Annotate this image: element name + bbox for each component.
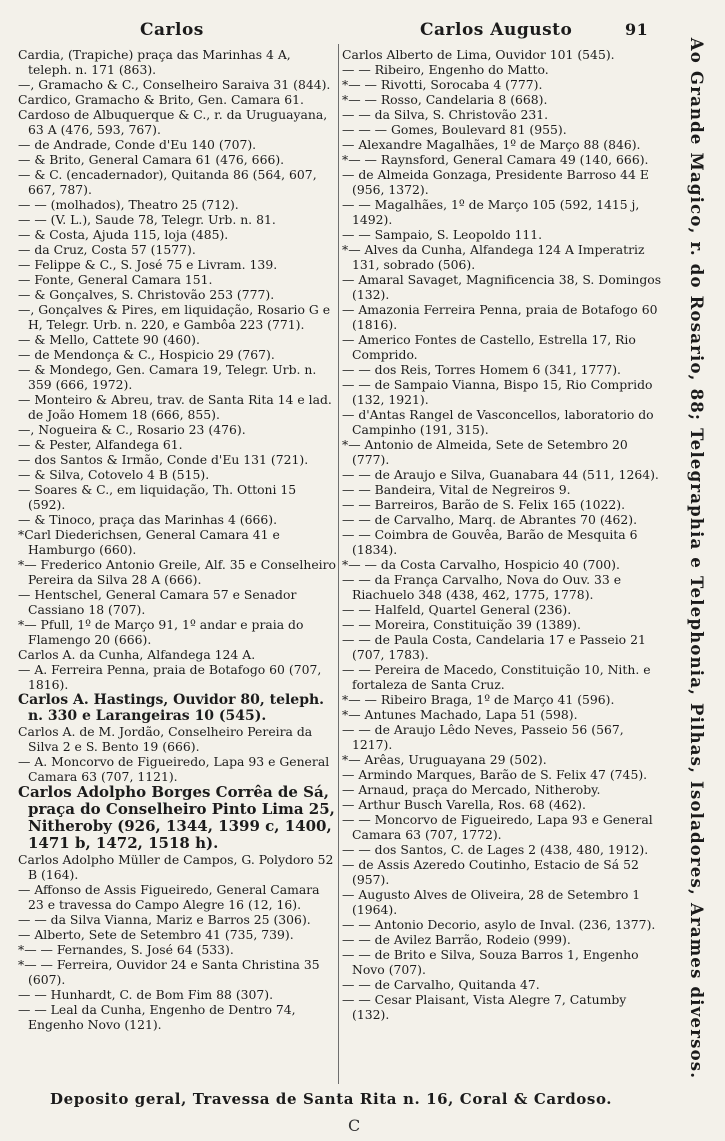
directory-entry: — — dos Reis, Torres Homem 6 (341, 1777).: [342, 362, 621, 377]
directory-entry: *— — da Costa Carvalho, Hospicio 40 (700).: [342, 557, 620, 572]
directory-entry: — & C. (encadernador), Quitanda 86 (564, 607, 667, 787).: [18, 167, 317, 197]
right-column: [342, 47, 667, 1022]
directory-entry: — — (V. L.), Saude 78, Telegr. Urb. n. 81.: [18, 212, 276, 227]
directory-entry: Carlos A. da Cunha, Alfandega 124 A.: [18, 647, 256, 662]
vertical-advertisement: [675, 28, 719, 1088]
directory-entry: Carlos A. de M. Jordão, Conselheiro Pereira da Silva 2 e S. Bento 19 (666).: [18, 724, 313, 754]
page-number: 91: [625, 20, 649, 39]
directory-entry: *— Antunes Machado, Lapa 51 (598).: [342, 707, 578, 722]
footer-advertisement: Deposito geral, Travessa de Santa Rita n. 16, Coral & Cardoso.: [50, 1090, 613, 1108]
directory-entry: — & Gonçalves, S. Christovão 253 (777).: [18, 287, 275, 302]
directory-entry: — — dos Santos, C. de Lages 2 (438, 480, 1912).: [342, 842, 649, 857]
directory-entry: *— — Ferreira, Ouvidor 24 e Santa Christina 35 (607).: [18, 957, 320, 987]
directory-entry: *— Frederico Antonio Greile, Alf. 35 e Conselheiro Pereira da Silva 28 A (666).: [18, 557, 337, 587]
directory-entry: — A. Moncorvo de Figueiredo, Lapa 93 e General Camara 63 (707, 1121).: [18, 754, 330, 784]
directory-entry: — de Assis Azeredo Coutinho, Estacio de Sá 52 (957).: [342, 857, 639, 887]
directory-entry: — — Pereira de Macedo, Constituição 10, Nith. e fortaleza de Santa Cruz.: [342, 662, 651, 692]
header-center-title: Carlos Augusto: [420, 20, 573, 40]
directory-entry: — Amaral Savaget, Magnificencia 38, S. Domingos (132).: [342, 272, 662, 302]
directory-entry: — & Brito, General Camara 61 (476, 666).: [18, 152, 285, 167]
directory-entry: — Felippe & C., S. José 75 e Livram. 139.: [18, 257, 278, 272]
directory-entry: — de Almeida Gonzaga, Presidente Barroso 44 E (956, 1372).: [342, 167, 649, 197]
directory-entry: *— — Raynsford, General Camara 49 (140, 666).: [342, 152, 649, 167]
directory-entry: — — Moncorvo de Figueiredo, Lapa 93 e General Camara 63 (707, 1772).: [342, 812, 653, 842]
directory-entry: Carlos Alberto de Lima, Ouvidor 101 (545).: [342, 47, 615, 62]
directory-entry: *— — Rosso, Candelaria 8 (668).: [342, 92, 548, 107]
directory-entry: — — Magalhães, 1º de Março 105 (592, 1415 j, 1492).: [342, 197, 640, 227]
directory-entry: —, Gramacho & C., Conselheiro Saraiva 31 (844).: [18, 77, 331, 92]
directory-entry: — Americo Fontes de Castello, Estrella 17, Rio Comprido.: [342, 332, 636, 362]
directory-entry: *— Arêas, Uruguayana 29 (502).: [342, 752, 547, 767]
directory-entry: — Arnaud, praça do Mercado, Nitheroby.: [342, 782, 601, 797]
directory-entry: — Fonte, General Camara 151.: [18, 272, 213, 287]
directory-entry: — — Moreira, Constituição 39 (1389).: [342, 617, 581, 632]
header-left-title: Carlos: [140, 20, 204, 40]
directory-entry: Cardia, (Trapiche) praça das Marinhas 4 A, teleph. n. 171 (863).: [18, 47, 291, 77]
directory-entry: *— Antonio de Almeida, Sete de Setembro 20 (777).: [342, 437, 628, 467]
left-column: [18, 47, 336, 1032]
directory-entry: — A. Ferreira Penna, praia de Botafogo 60 (707, 1816).: [18, 662, 322, 692]
directory-entry: — Monteiro & Abreu, trav. de Santa Rita 14 e lad. de João Homem 18 (666, 855).: [18, 392, 332, 422]
directory-entry: — — — Gomes, Boulevard 81 (955).: [342, 122, 567, 137]
directory-entry: — — Antonio Decorio, asylo de Inval. (236, 1377).: [342, 917, 656, 932]
directory-entry: — da Cruz, Costa 57 (1577).: [18, 242, 196, 257]
directory-entry: — — Leal da Cunha, Engenho de Dentro 74, Engenho Novo (121).: [18, 1002, 296, 1032]
directory-entry: — Hentschel, General Camara 57 e Senador Cassiano 18 (707).: [18, 587, 297, 617]
directory-entry: — Soares & C., em liquidação, Th. Ottoni 15 (592).: [18, 482, 297, 512]
directory-entry: *Carl Diederichsen, General Camara 41 e Hamburgo (660).: [18, 527, 280, 557]
directory-entry: — — de Araujo Lêdo Neves, Passeio 56 (567, 1217).: [342, 722, 624, 752]
column-divider: [338, 44, 339, 1084]
directory-entry: Carlos Adolpho Müller de Campos, G. Polydoro 52 B (164).: [18, 852, 334, 882]
directory-entry: *— — Rivotti, Sorocaba 4 (777).: [342, 77, 543, 92]
directory-entry: — — da Silva, S. Christovão 231.: [342, 107, 549, 122]
directory-entry: — Augusto Alves de Oliveira, 28 de Setembro 1 (1964).: [342, 887, 641, 917]
directory-entry: — Alberto, Sete de Setembro 41 (735, 739).: [18, 927, 294, 942]
directory-entry: — Arthur Busch Varella, Ros. 68 (462).: [342, 797, 586, 812]
directory-entry: — Alexandre Magalhães, 1º de Março 88 (846).: [342, 137, 641, 152]
directory-entry: Carlos A. Hastings, Ouvidor 80, teleph. n. 330 e Larangeiras 10 (545).: [18, 692, 325, 724]
directory-entry: — Armindo Marques, Barão de S. Felix 47 (745).: [342, 767, 648, 782]
directory-entry: — & Tinoco, praça das Marinhas 4 (666).: [18, 512, 278, 527]
directory-entry: *— — Fernandes, S. José 64 (533).: [18, 942, 234, 957]
directory-entry: — — de Brito e Silva, Souza Barros 1, Engenho Novo (707).: [342, 947, 639, 977]
directory-entry: — — Hunhardt, C. de Bom Fim 88 (307).: [18, 987, 274, 1002]
directory-entry: — — de Paula Costa, Candelaria 17 e Passeio 21 (707, 1783).: [342, 632, 646, 662]
directory-entry: —, Nogueira & C., Rosario 23 (476).: [18, 422, 246, 437]
directory-entry: — — Halfeld, Quartel General (236).: [342, 602, 572, 617]
directory-entry: — & Mello, Cattete 90 (460).: [18, 332, 200, 347]
directory-entry: — — de Sampaio Vianna, Bispo 15, Rio Comprido (132, 1921).: [342, 377, 653, 407]
vertical-advertisement-text: Ao Grande Magico, r. do Rosario, 88; Telegraphia e Telephonia, Pilhas, Isoladores, Arames diversos.: [687, 37, 707, 1079]
directory-entry: — & Mondego, Gen. Camara 19, Telegr. Urb. n. 359 (666, 1972).: [18, 362, 317, 392]
directory-entry: Carlos Adolpho Borges Corrêa de Sá, praça do Conselheiro Pinto Lima 25, Nitheroby (926, 1344, 1399 c, 1400, 1471 b, 1472, 1518 h).: [18, 783, 335, 852]
directory-entry: — — Cesar Plaisant, Vista Alegre 7, Catumby (132).: [342, 992, 627, 1022]
directory-entry: — de Mendonça & C., Hospicio 29 (767).: [18, 347, 275, 362]
directory-entry: — — (molhados), Theatro 25 (712).: [18, 197, 239, 212]
directory-entry: — de Andrade, Conde d'Eu 140 (707).: [18, 137, 257, 152]
directory-entry: — — Sampaio, S. Leopoldo 111.: [342, 227, 543, 242]
directory-entry: — — Coimbra de Gouvêa, Barão de Mesquita 6 (1834).: [342, 527, 638, 557]
directory-entry: — & Costa, Ajuda 115, loja (485).: [18, 227, 229, 242]
directory-entry: —, Gonçalves & Pires, em liquidação, Rosario G e H, Telegr. Urb. n. 220, e Gambôa 223 (771).: [18, 302, 331, 332]
directory-entry: — — Bandeira, Vital de Negreiros 9.: [342, 482, 571, 497]
directory-entry: — — da França Carvalho, Nova do Ouv. 33 e Riachuelo 348 (438, 462, 1775, 1778).: [342, 572, 622, 602]
directory-entry: — — Barreiros, Barão de S. Felix 165 (1022).: [342, 497, 626, 512]
directory-entry: — Amazonia Ferreira Penna, praia de Botafogo 60 (1816).: [342, 302, 658, 332]
directory-entry: — & Pester, Alfandega 61.: [18, 437, 183, 452]
directory-entry: *— Alves da Cunha, Alfandega 124 A Imperatriz 131, sobrado (506).: [342, 242, 645, 272]
directory-entry: — — de Carvalho, Quitanda 47.: [342, 977, 540, 992]
directory-entry: — — de Araujo e Silva, Guanabara 44 (511, 1264).: [342, 467, 659, 482]
directory-entry: *— Pfull, 1º de Março 91, 1º andar e praia do Flamengo 20 (666).: [18, 617, 304, 647]
directory-entry: — & Silva, Cotovelo 4 B (515).: [18, 467, 210, 482]
directory-entry: — — Ribeiro, Engenho do Matto.: [342, 62, 549, 77]
directory-entry: — dos Santos & Irmão, Conde d'Eu 131 (721).: [18, 452, 309, 467]
directory-entry: Cardoso de Albuquerque & C., r. da Uruguayana, 63 A (476, 593, 767).: [18, 107, 328, 137]
directory-entry: — — de Carvalho, Marq. de Abrantes 70 (462).: [342, 512, 638, 527]
directory-entry: — d'Antas Rangel de Vasconcellos, laboratorio do Campinho (191, 315).: [342, 407, 654, 437]
directory-entry: — — de Avilez Barrão, Rodeio (999).: [342, 932, 571, 947]
directory-entry: — Affonso de Assis Figueiredo, General Camara 23 e travessa do Campo Alegre 16 (12, 16).: [18, 882, 320, 912]
corner-mark: C: [348, 1116, 361, 1135]
directory-entry: — — da Silva Vianna, Mariz e Barros 25 (306).: [18, 912, 311, 927]
directory-entry: *— — Ribeiro Braga, 1º de Março 41 (596).: [342, 692, 615, 707]
directory-entry: Cardico, Gramacho & Brito, Gen. Camara 61.: [18, 92, 304, 107]
